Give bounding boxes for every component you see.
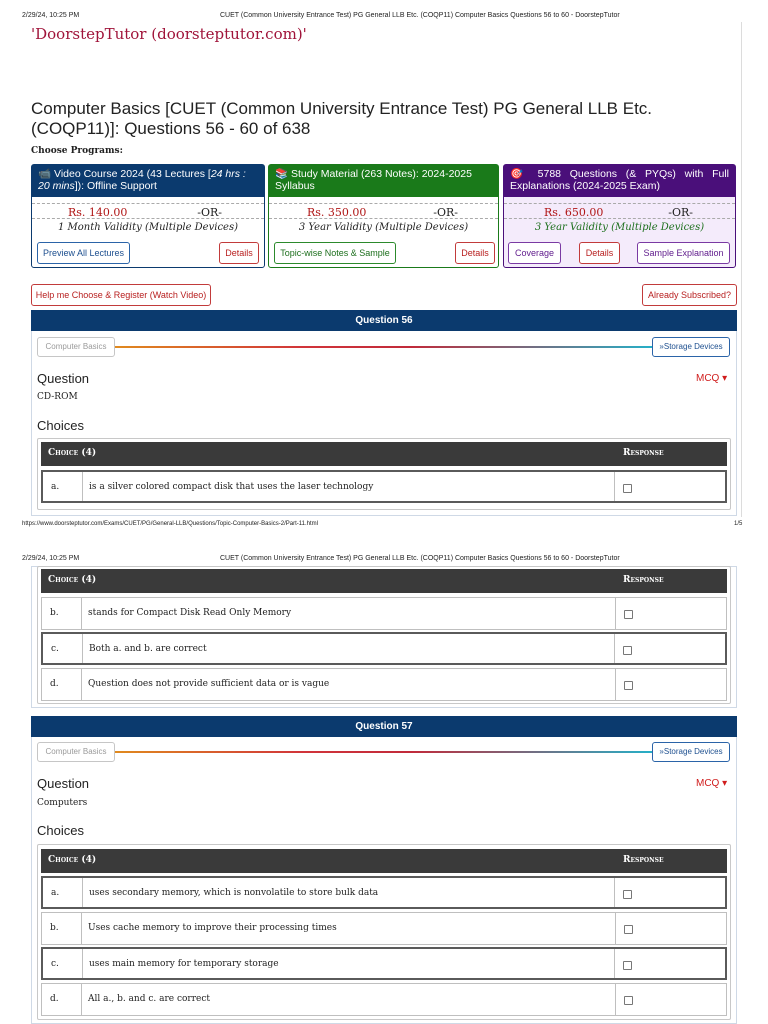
question-label: Question	[37, 776, 90, 791]
validity-text: 3 Year Validity (Multiple Devices)	[298, 222, 469, 233]
choice-text: Question does not provide sufficient data or is vague	[82, 669, 616, 700]
response-cell	[616, 598, 726, 629]
program-card-study-material	[268, 164, 499, 268]
breadcrumb-subtopic-link[interactable]: »Storage Devices	[652, 337, 730, 357]
price-row	[269, 203, 498, 219]
question-header: Question 56	[31, 310, 737, 331]
choice-letter: a.	[43, 878, 83, 907]
response-cell	[615, 878, 725, 907]
response-cell	[615, 634, 725, 663]
question-type-dropdown[interactable]: MCQ ▾	[696, 373, 728, 384]
response-checkbox[interactable]	[624, 925, 633, 934]
program-card-questions	[503, 164, 736, 268]
site-link[interactable]: 'DoorstepTutor (doorsteptutor.com)'	[31, 25, 307, 43]
choice-letter: b.	[42, 913, 82, 944]
details-button[interactable]: Details	[455, 242, 495, 264]
choice-text: uses main memory for temporary storage	[83, 949, 615, 978]
response-column-header: Response	[623, 448, 664, 458]
choice-column-header: Choice (4)	[48, 448, 97, 458]
program-duration: 24 hrs : 20 mins	[38, 168, 246, 192]
choice-text: Both a. and b. are correct	[83, 634, 615, 663]
price: Rs. 140.00	[68, 206, 128, 219]
choices-table-header	[41, 849, 727, 873]
or-separator: -OR-	[197, 206, 222, 219]
print-doc-title: CUET (Common University Entrance Test) PG General LLB Etc. (COQP11) Computer Basics Questions 56 to 60 - DoorstepTutor	[220, 12, 620, 19]
breadcrumb-connector	[115, 346, 653, 348]
price: Rs. 350.00	[307, 206, 367, 219]
already-subscribed-button[interactable]: Already Subscribed?	[642, 284, 737, 306]
choice-row[interactable]	[41, 983, 727, 1016]
sample-explanation-button[interactable]: Sample Explanation	[637, 242, 730, 264]
choice-row[interactable]	[41, 632, 727, 665]
response-checkbox[interactable]	[623, 890, 632, 899]
print-doc-title: CUET (Common University Entrance Test) PG General LLB Etc. (COQP11) Computer Basics Questions 56 to 60 - DoorstepTutor	[220, 555, 620, 562]
response-checkbox[interactable]	[624, 610, 633, 619]
choice-row[interactable]	[41, 470, 727, 503]
validity-text: 3 Year Validity (Multiple Devices)	[534, 222, 705, 233]
choices-label: Choices	[37, 823, 84, 838]
choice-text: Uses cache memory to improve their processing times	[82, 913, 616, 944]
help-choose-register-button[interactable]: Help me Choose & Register (Watch Video)	[31, 284, 211, 306]
response-checkbox[interactable]	[624, 681, 633, 690]
program-title: Video Course 2024 (43 Lectures [	[54, 168, 211, 180]
choice-column-header: Choice (4)	[48, 575, 97, 585]
choose-programs-label: Choose Programs:	[31, 146, 123, 156]
response-cell	[616, 984, 726, 1015]
response-checkbox[interactable]	[623, 646, 632, 655]
validity-text: 1 Month Validity (Multiple Devices)	[57, 222, 238, 233]
choices-table-header	[41, 442, 727, 466]
price: Rs. 650.00	[544, 206, 604, 219]
question-header: Question 57	[31, 716, 737, 737]
target-icon: 🎯	[510, 168, 529, 180]
choice-letter: c.	[43, 634, 83, 663]
choice-row[interactable]	[41, 597, 727, 630]
choice-text: uses secondary memory, which is nonvolatile to store bulk data	[83, 878, 615, 907]
print-timestamp: 2/29/24, 10:25 PM	[22, 12, 80, 19]
print-footer-page: 1/5	[734, 521, 743, 527]
response-column-header: Response	[623, 855, 664, 865]
program-card-header	[32, 165, 264, 197]
breadcrumb-connector	[115, 751, 653, 753]
question-text: Computers	[37, 798, 88, 808]
response-column-header: Response	[623, 575, 664, 585]
choices-label: Choices	[37, 418, 84, 433]
book-icon: 📚	[275, 168, 289, 180]
response-cell	[616, 669, 726, 700]
choice-column-header: Choice (4)	[48, 855, 97, 865]
breadcrumb-topic-link[interactable]: Computer Basics	[37, 742, 115, 762]
or-separator: -OR-	[433, 206, 458, 219]
response-cell	[615, 949, 725, 978]
response-checkbox[interactable]	[623, 961, 632, 970]
choice-row[interactable]	[41, 876, 727, 909]
choice-letter: d.	[42, 984, 82, 1015]
choice-row[interactable]	[41, 668, 727, 701]
program-title: Study Material (263 Notes): 2024-2025 Syllabus	[275, 168, 472, 192]
choice-text: All a., b. and c. are correct	[82, 984, 616, 1015]
choice-text: stands for Compact Disk Read Only Memory	[82, 598, 616, 629]
breadcrumb-topic-link[interactable]: Computer Basics	[37, 337, 115, 357]
video-camera-icon: 📹	[38, 168, 52, 180]
print-timestamp: 2/29/24, 10:25 PM	[22, 555, 80, 562]
program-title: 5788 Questions (& PYQs) with Full Explanations (2024-2025 Exam)	[510, 168, 730, 192]
choice-letter: c.	[43, 949, 83, 978]
choice-row[interactable]	[41, 912, 727, 945]
details-button[interactable]: Details	[219, 242, 259, 264]
program-title-suffix: ]): Offline Support	[74, 180, 157, 192]
question-label: Question	[37, 371, 90, 386]
choice-letter: a.	[43, 472, 83, 501]
response-cell	[616, 913, 726, 944]
response-checkbox[interactable]	[624, 996, 633, 1005]
print-footer-url: https://www.doorsteptutor.com/Exams/CUET/PG/General-LLB/Questions/Topic-Computer-Basics-2/Part-11.html	[22, 521, 318, 527]
response-cell	[615, 472, 725, 501]
price-row	[32, 203, 264, 219]
choices-table-header	[41, 569, 727, 593]
coverage-button[interactable]: Coverage	[508, 242, 561, 264]
page-title: Computer Basics [CUET (Common University Entrance Test) PG General LLB Etc. (COQP11)]: Questions 56 - 60 of 638	[31, 99, 653, 138]
program-card-video-course	[31, 164, 265, 268]
choice-text: is a silver colored compact disk that uses the laser technology	[83, 472, 615, 501]
choice-letter: d.	[42, 669, 82, 700]
choice-letter: b.	[42, 598, 82, 629]
details-button[interactable]: Details	[579, 242, 620, 264]
price-row	[504, 203, 735, 219]
program-card-header	[504, 165, 735, 197]
preview-all-lectures-button[interactable]: Preview All Lectures	[37, 242, 130, 264]
program-card-header	[269, 165, 498, 197]
or-separator: -OR-	[668, 206, 693, 219]
breadcrumb-subtopic-link[interactable]: »Storage Devices	[652, 742, 730, 762]
page-edge-divider	[741, 22, 742, 517]
question-type-dropdown[interactable]: MCQ ▾	[696, 778, 728, 789]
choice-row[interactable]	[41, 947, 727, 980]
response-checkbox[interactable]	[623, 484, 632, 493]
question-text: CD-ROM	[37, 392, 78, 402]
topic-notes-sample-button[interactable]: Topic-wise Notes & Sample	[274, 242, 396, 264]
